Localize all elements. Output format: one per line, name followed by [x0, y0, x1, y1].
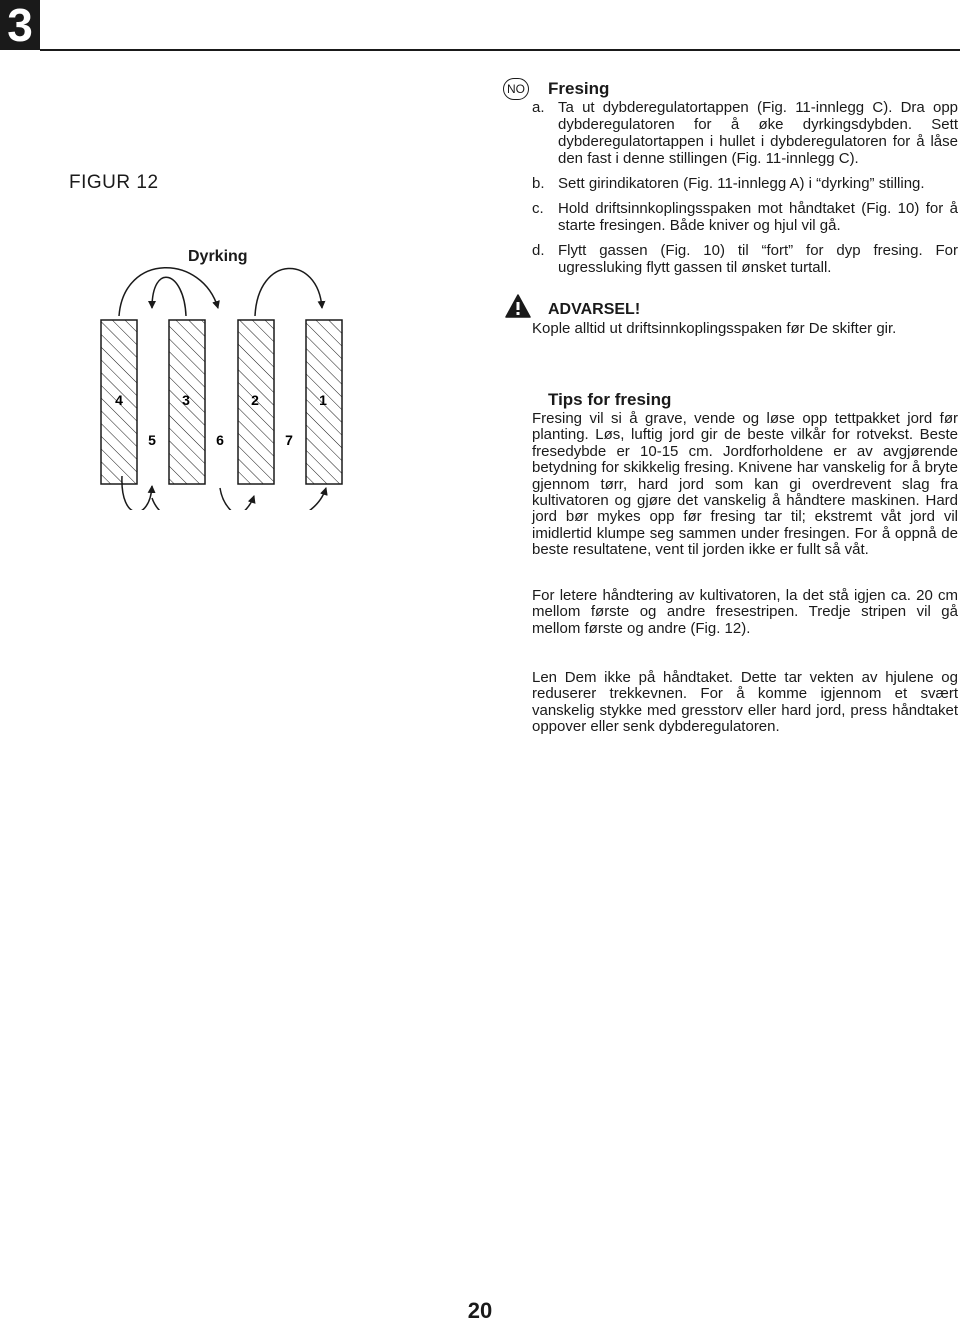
step-letter: d.: [532, 242, 545, 259]
pass-label: 2: [251, 392, 259, 408]
step-letter: b.: [532, 175, 545, 192]
chapter-number: 3: [0, 0, 40, 50]
step-d: [532, 242, 958, 276]
header-rule: [40, 49, 960, 51]
fresing-steps: [532, 99, 958, 284]
path-arrow-top-1: [119, 268, 218, 316]
figure-subtitle: Dyrking: [188, 248, 248, 265]
warning-text: Kople alltid ut driftsinnkoplingsspaken før De skifter gir.: [532, 320, 897, 337]
path-arrow-bottom-3: [220, 488, 326, 510]
page-number: 20: [467, 1298, 493, 1323]
warning-title: ADVARSEL!: [548, 301, 641, 318]
tilling-pattern-diagram: [90, 260, 350, 510]
step-b: [532, 175, 958, 192]
step-text: Flytt gassen (Fig. 10) til “fort” for dyp fresing. For ugressluking flytt gassen til ønsket turtall.: [558, 242, 958, 276]
tips-paragraph-2: For letere håndtering av kultivatoren, la det stå igjen ca. 20 cm mellom første og andre fresestripen. Tredje stripen vil gå mellom første og andre (Fig. 12).: [532, 587, 958, 637]
section-title-tips: Tips for fresing: [548, 390, 672, 409]
pass-label: 7: [285, 432, 293, 448]
section-title-fresing: Fresing: [548, 79, 610, 98]
step-letter: a.: [532, 99, 545, 116]
tips-paragraph-3: Len Dem ikke på håndtaket. Dette tar vekten av hjulene og reduserer trekkevnen. For å komme igjennom et svært vanskelig stykke med gresstorv eller hard jord, press håndtaket oppover eller senk dybderegulatoren.: [532, 669, 958, 736]
pass-label: 3: [182, 392, 190, 408]
pass-label: 5: [148, 432, 156, 448]
step-letter: c.: [532, 200, 544, 217]
step-c: [532, 200, 958, 234]
warning-icon: [505, 294, 531, 318]
path-arrow-top-2: [152, 277, 186, 316]
tips-paragraph-1: Fresing vil si å grave, vende og løse opp tettpakket jord før planting. Løs, luftig jord gir de beste vilkår for rotvekst. Beste fresedybde er 10-15 cm. Jordforholdene er av avgjørende betydning for skikkelig fresing. Knivene har vanskelig for å bryte gjennom tørr, hard jord som kan gi overdrevent slag fra kultivatoren og gjøre det vanskelig å håndtere maskinen. Hard jord bør mykes opp før fresing tar til; ekstremt våt jord vil imidlertid klumpe seg sammen under fresingen. For å oppnå de beste resultatene, vent til jorden ikke er fullt så våt.: [532, 410, 958, 559]
path-arrow-bottom-2: [152, 496, 254, 510]
step-text: Hold driftsinnkoplingsspaken mot håndtaket (Fig. 10) for å starte fresingen. Både kniver og hjul vil gå.: [558, 200, 958, 234]
pass-label: 6: [216, 432, 224, 448]
figure-title: FIGUR 12: [69, 172, 159, 193]
path-arrow-top-3: [255, 268, 322, 316]
step-text: Ta ut dybderegulatortappen (Fig. 11-innlegg C). Dra opp dybderegulatoren for å øke dyrkingsdybden. Sett dybderegulatortappen i hullet i dybderegulatoren for å låse den fast i denne stillingen (Fig. 11-innlegg C).: [558, 99, 958, 167]
language-badge: NO: [503, 78, 529, 100]
step-a: [532, 99, 958, 167]
pass-label: 1: [319, 392, 327, 408]
step-text: Sett girindikatoren (Fig. 11-innlegg A) i “dyrking” stilling.: [558, 175, 925, 192]
pass-label: 4: [115, 392, 123, 408]
